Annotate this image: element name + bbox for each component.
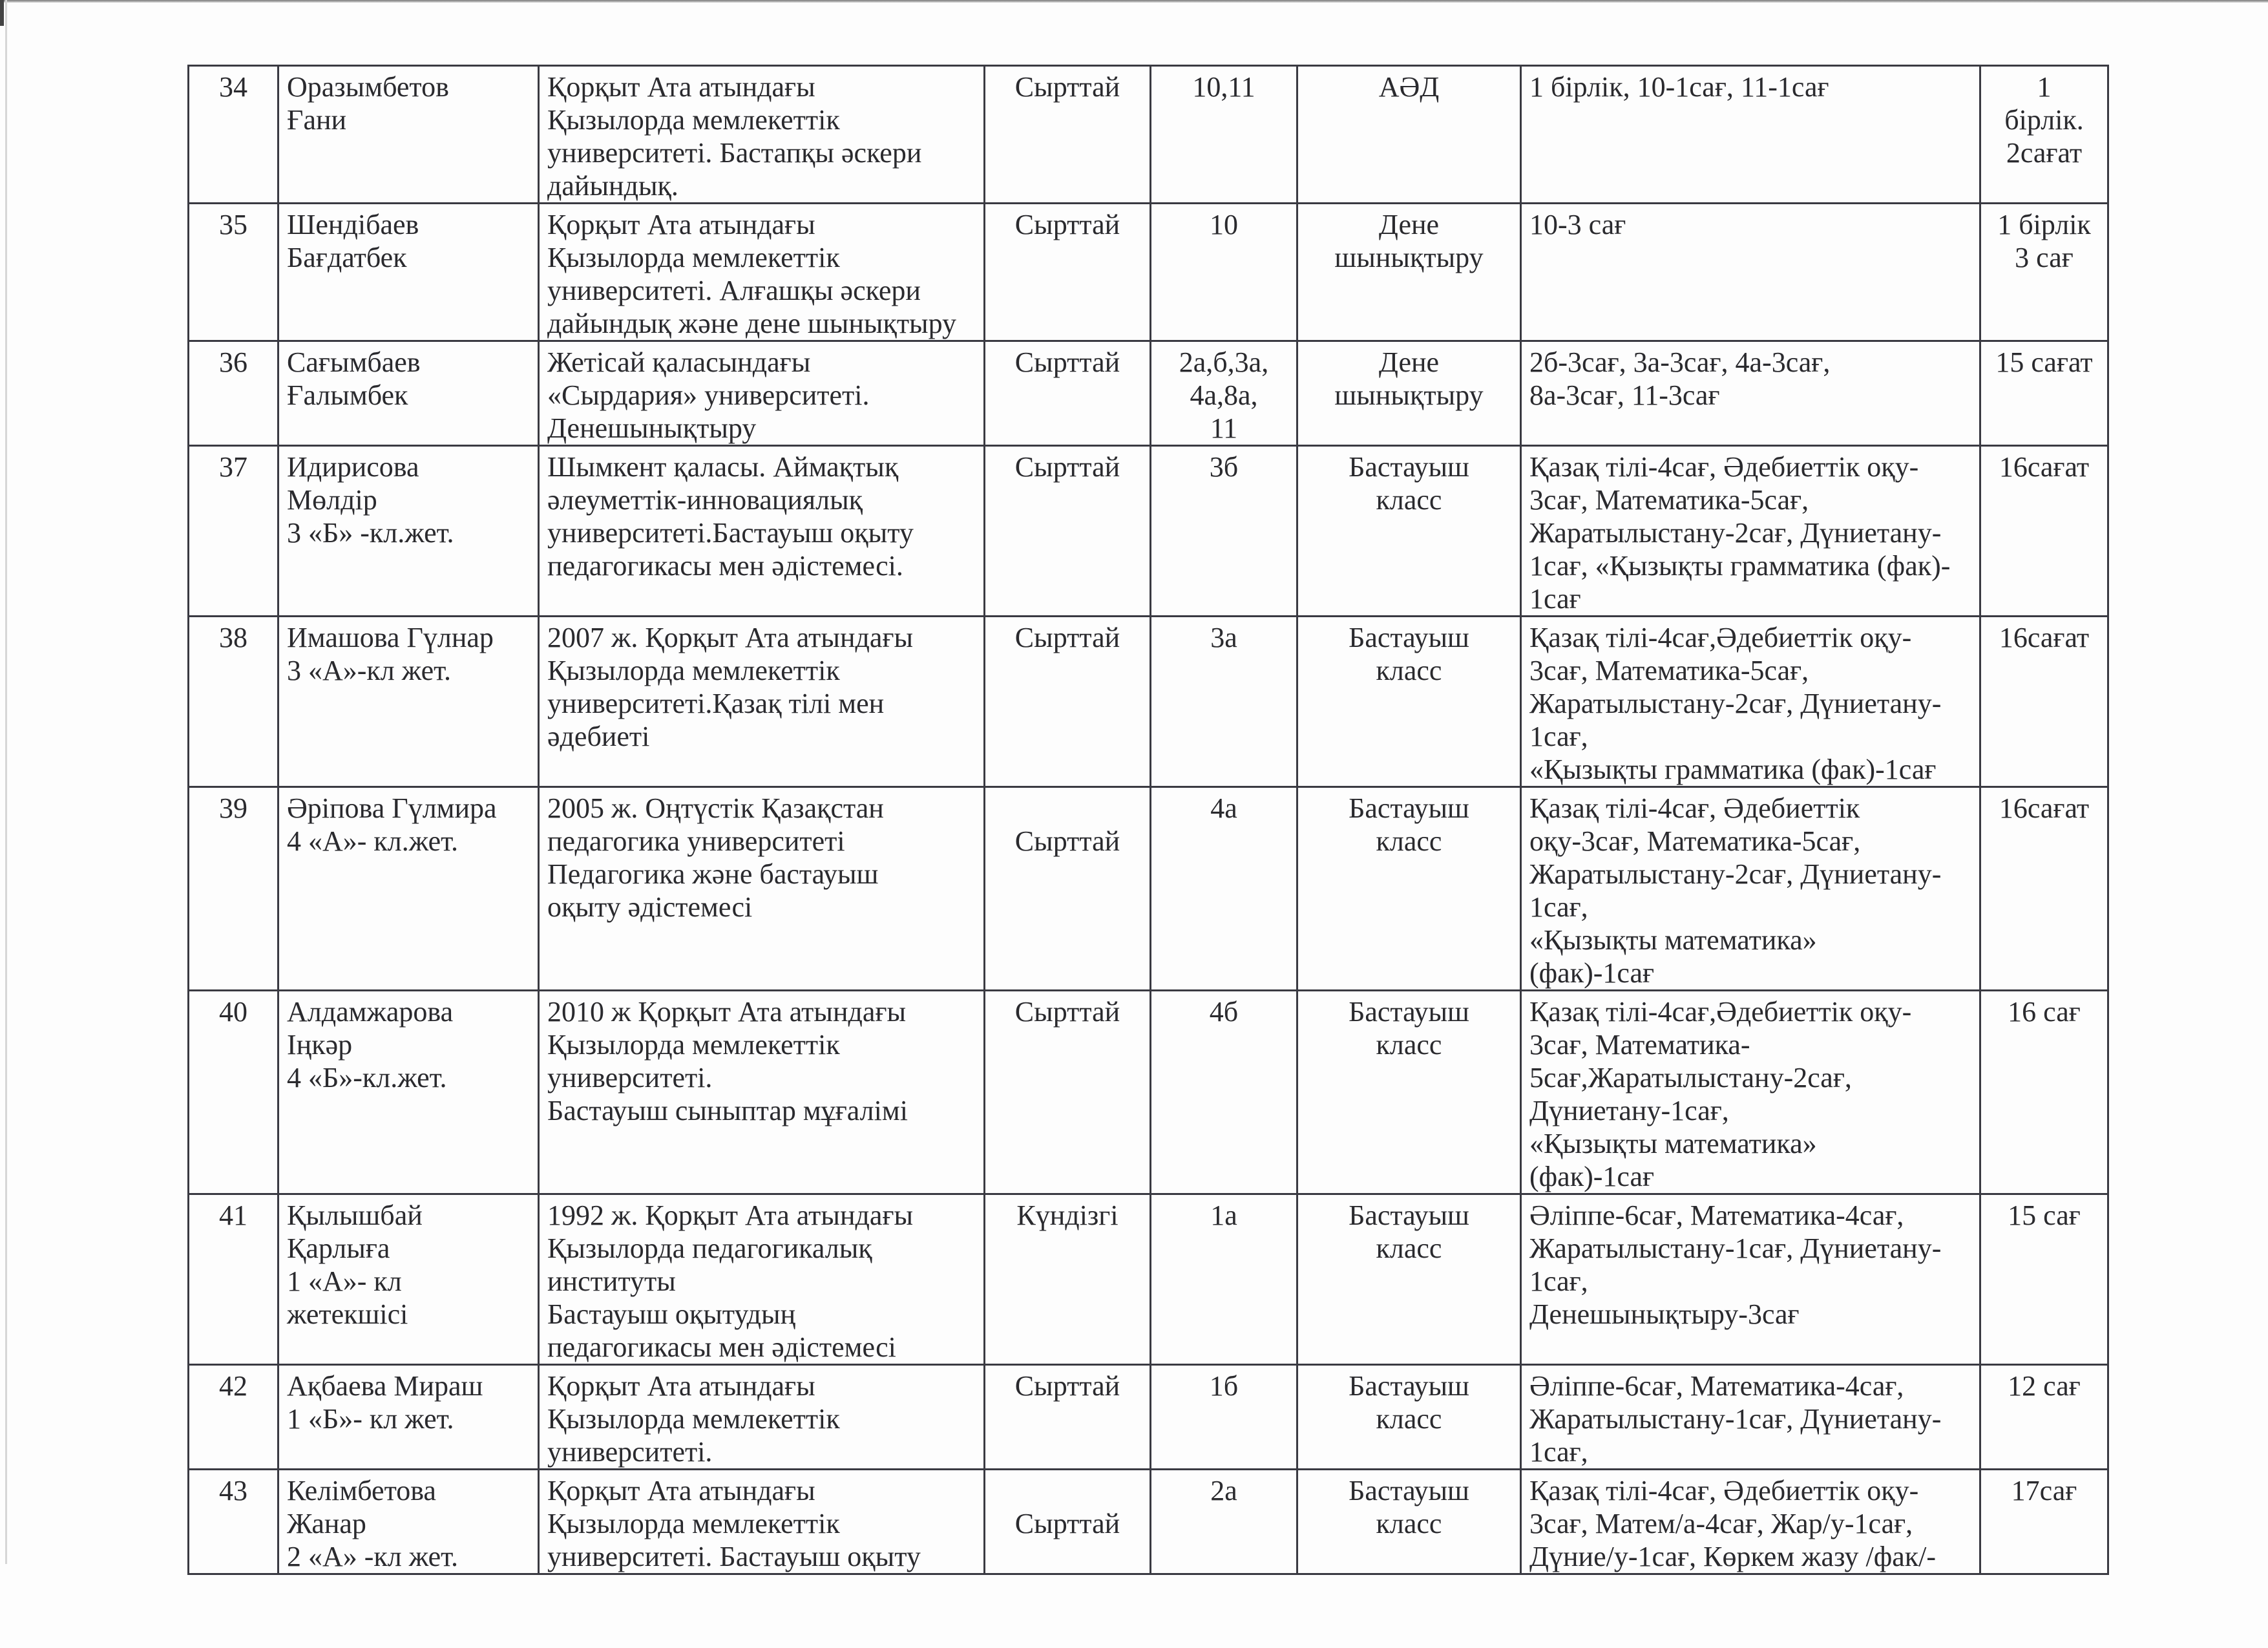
teacher-name-line: 3 «Б» -кл.жет. bbox=[287, 517, 454, 549]
study-form-line: Сырттай bbox=[1014, 209, 1120, 240]
subject-line: Бастауыш bbox=[1349, 622, 1469, 653]
classes-cell bbox=[1151, 1365, 1297, 1470]
teachers-table bbox=[187, 65, 2109, 1575]
teaching-load-line: оқу-3сағ, Математика-5сағ, bbox=[1529, 825, 1861, 857]
classes-cell bbox=[1151, 341, 1297, 446]
education-line: әдебиеті bbox=[547, 721, 650, 752]
teacher-name-cell bbox=[278, 787, 539, 991]
study-form-line: Сырттай bbox=[1014, 996, 1120, 1028]
table-row bbox=[189, 991, 2108, 1194]
classes-cell bbox=[1151, 204, 1297, 341]
teaching-load-line: Әліппе-6сағ, Математика-4сағ, bbox=[1529, 1199, 1904, 1231]
education-line: Қызылорда мемлекеттік bbox=[547, 1029, 840, 1061]
subject-line: класс bbox=[1376, 1029, 1442, 1061]
education-cell bbox=[539, 341, 985, 446]
total-hours-cell bbox=[1980, 617, 2108, 787]
total-hours-cell bbox=[1980, 66, 2108, 204]
subject-cell bbox=[1297, 341, 1521, 446]
teacher-name-cell bbox=[278, 204, 539, 341]
education-cell bbox=[539, 204, 985, 341]
teacher-name-line: Алдамжарова bbox=[287, 996, 454, 1028]
teacher-name-cell bbox=[278, 1470, 539, 1574]
table-row bbox=[189, 1194, 2108, 1365]
total-hours-line: 16сағат bbox=[1999, 792, 2090, 824]
teaching-load-line: Қазақ тілі-4сағ,Әдебиеттік оқу- bbox=[1529, 996, 1912, 1028]
row-number-cell bbox=[189, 204, 278, 341]
classes-cell bbox=[1151, 446, 1297, 617]
education-line: Қызылорда мемлекеттік bbox=[547, 655, 840, 686]
teaching-load-line: 1 бірлік, 10-1сағ, 11-1сағ bbox=[1529, 71, 1829, 103]
teacher-name-line: Сағымбаев bbox=[287, 346, 421, 378]
subject-line: Бастауыш bbox=[1349, 451, 1469, 483]
row-number: 41 bbox=[219, 1199, 247, 1231]
classes-line: 2а,б,3а, bbox=[1179, 346, 1269, 378]
teacher-name-cell bbox=[278, 446, 539, 617]
teaching-load-line: Жаратылыстану-2сағ, Дүниетану- bbox=[1529, 517, 1942, 549]
study-form-line: Сырттай bbox=[1014, 451, 1120, 483]
subject-line: шынықтыру bbox=[1334, 242, 1484, 273]
total-hours-cell bbox=[1980, 204, 2108, 341]
study-form-line: Сырттай bbox=[1014, 1370, 1120, 1402]
total-hours-cell bbox=[1980, 1365, 2108, 1470]
classes-line: 2а bbox=[1210, 1475, 1237, 1506]
teaching-load-line: Дүние/у-1сағ, Көркем жазу /фак/- bbox=[1529, 1541, 1937, 1572]
total-hours-line: 2сағат bbox=[2006, 137, 2083, 169]
subject-line: класс bbox=[1376, 484, 1442, 516]
study-form-cell bbox=[985, 204, 1151, 341]
education-line: Бастауыш оқытудың bbox=[547, 1298, 796, 1330]
education-cell bbox=[539, 1365, 985, 1470]
education-line: 2007 ж. Қорқыт Ата атындағы bbox=[547, 622, 914, 653]
study-form-cell bbox=[985, 787, 1151, 991]
scan-edge-left bbox=[5, 0, 7, 1564]
scan-edge-top bbox=[0, 0, 2268, 3]
education-line: 2010 ж Қорқыт Ата атындағы bbox=[547, 996, 907, 1028]
teaching-load-line: (фак)-1сағ bbox=[1529, 957, 1655, 989]
classes-line: 1б bbox=[1209, 1370, 1239, 1402]
row-number: 38 bbox=[219, 622, 247, 653]
study-form-cell bbox=[985, 991, 1151, 1194]
subject-line: АӘД bbox=[1378, 71, 1440, 103]
row-number: 42 bbox=[219, 1370, 247, 1402]
teaching-load-line: 1сағ, bbox=[1529, 1436, 1588, 1468]
teaching-load-line: Жаратылыстану-1сағ, Дүниетану- bbox=[1529, 1232, 1942, 1264]
classes-line: 10,11 bbox=[1192, 71, 1255, 103]
row-number: 35 bbox=[219, 209, 247, 240]
education-line: 2005 ж. Оңтүстік Қазақстан bbox=[547, 792, 884, 824]
row-number-cell bbox=[189, 1194, 278, 1365]
classes-line: 3а bbox=[1210, 622, 1237, 653]
education-cell bbox=[539, 66, 985, 204]
total-hours-line: 16сағат bbox=[1999, 451, 2090, 483]
teacher-name-line: Жанар bbox=[287, 1508, 366, 1539]
study-form-cell bbox=[985, 341, 1151, 446]
classes-line: 11 bbox=[1210, 412, 1238, 444]
education-line: Қорқыт Ата атындағы bbox=[547, 71, 815, 103]
row-number-cell bbox=[189, 617, 278, 787]
study-form-line: Күндізгі bbox=[1016, 1199, 1118, 1231]
total-hours-line: 16сағат bbox=[1999, 622, 2090, 653]
teacher-name-line: Әріпова Гүлмира bbox=[287, 792, 497, 824]
subject-cell bbox=[1297, 66, 1521, 204]
classes-cell bbox=[1151, 1470, 1297, 1574]
row-number: 36 bbox=[219, 346, 247, 378]
education-line: Жетісай қаласындағы bbox=[547, 346, 811, 378]
teacher-name-line: 1 «Б»- кл жет. bbox=[287, 1403, 454, 1435]
education-line: университеті.Қазақ тілі мен bbox=[547, 688, 885, 719]
teacher-name-line: Қарлыға bbox=[287, 1232, 390, 1264]
education-line: университеті. bbox=[547, 1062, 713, 1093]
classes-cell bbox=[1151, 1194, 1297, 1365]
total-hours-line: 1 bbox=[2037, 71, 2052, 103]
teaching-load-line: 1сағ, bbox=[1529, 891, 1588, 923]
table-row bbox=[189, 204, 2108, 341]
subject-line: класс bbox=[1376, 1403, 1442, 1435]
subject-line: Дене bbox=[1378, 346, 1440, 378]
teacher-name-line: 2 «А» -кл жет. bbox=[287, 1541, 459, 1572]
teaching-load-line: (фак)-1сағ bbox=[1529, 1161, 1655, 1192]
total-hours-line: 17сағ bbox=[2011, 1475, 2077, 1506]
education-line: дайындық. bbox=[547, 170, 678, 202]
education-line: институты bbox=[547, 1265, 676, 1297]
subject-cell bbox=[1297, 1365, 1521, 1470]
teaching-load-line: 10-3 сағ bbox=[1529, 209, 1626, 240]
teacher-name-cell bbox=[278, 991, 539, 1194]
teaching-load-line: Денешынықтыру-3сағ bbox=[1529, 1298, 1800, 1330]
classes-cell bbox=[1151, 991, 1297, 1194]
teacher-name-line: Ақбаева Мираш bbox=[287, 1370, 483, 1402]
teaching-load-line: Қазақ тілі-4сағ, Әдебиеттік bbox=[1529, 792, 1860, 824]
teacher-name-cell bbox=[278, 66, 539, 204]
subject-line: Бастауыш bbox=[1349, 1199, 1469, 1231]
row-number-cell bbox=[189, 1365, 278, 1470]
total-hours-cell bbox=[1980, 1470, 2108, 1574]
education-line: университеті. Алғашқы әскери bbox=[547, 275, 921, 306]
teaching-load-line: Жаратылыстану-1сағ, Дүниетану- bbox=[1529, 1403, 1942, 1435]
row-number-cell bbox=[189, 341, 278, 446]
teacher-name-line: Имашова Гүлнар bbox=[287, 622, 494, 653]
classes-line: 3б bbox=[1209, 451, 1239, 483]
education-line: дайындық және дене шынықтыру bbox=[547, 308, 957, 339]
teacher-name-line: Мөлдір bbox=[287, 484, 377, 516]
education-line: Қызылорда мемлекеттік bbox=[547, 242, 840, 273]
table-row bbox=[189, 446, 2108, 617]
row-number-cell bbox=[189, 787, 278, 991]
teacher-name-cell bbox=[278, 1194, 539, 1365]
teaching-load-line: 3сағ, Математика-5сағ, bbox=[1529, 655, 1809, 686]
teaching-load-line: 1сағ, bbox=[1529, 1265, 1588, 1297]
teacher-name-line: 1 «А»- кл bbox=[287, 1265, 402, 1297]
row-number: 39 bbox=[219, 792, 247, 824]
teacher-name-line: Ғани bbox=[287, 104, 347, 136]
subject-cell bbox=[1297, 204, 1521, 341]
classes-line: 4б bbox=[1209, 996, 1239, 1028]
education-line: оқыту әдістемесі bbox=[547, 891, 753, 923]
teacher-name-line: Ғалымбек bbox=[287, 379, 408, 411]
study-form-cell bbox=[985, 1194, 1151, 1365]
table-row bbox=[189, 341, 2108, 446]
subject-cell bbox=[1297, 787, 1521, 991]
subject-line: класс bbox=[1376, 825, 1442, 857]
total-hours-line: 16 сағ bbox=[2008, 996, 2081, 1028]
total-hours-line: 15 сағат bbox=[1995, 346, 2093, 378]
teacher-name-cell bbox=[278, 617, 539, 787]
teaching-load-line: 5сағ,Жаратылыстану-2сағ, bbox=[1529, 1062, 1852, 1093]
study-form-line: Сырттай bbox=[1014, 346, 1120, 378]
subject-cell bbox=[1297, 446, 1521, 617]
teaching-load-cell bbox=[1521, 787, 1980, 991]
education-cell bbox=[539, 991, 985, 1194]
teacher-name-line: Қылышбай bbox=[287, 1199, 423, 1231]
classes-cell bbox=[1151, 787, 1297, 991]
total-hours-line: бірлік. bbox=[2004, 104, 2084, 136]
study-form-cell bbox=[985, 617, 1151, 787]
education-cell bbox=[539, 446, 985, 617]
table-row bbox=[189, 1365, 2108, 1470]
total-hours-cell bbox=[1980, 446, 2108, 617]
study-form-line: Сырттай bbox=[1014, 1508, 1120, 1539]
teaching-load-cell bbox=[1521, 1194, 1980, 1365]
teacher-name-line: Оразымбетов bbox=[287, 71, 449, 103]
teaching-load-cell bbox=[1521, 617, 1980, 787]
teaching-load-line: 8а-3сағ, 11-3сағ bbox=[1529, 379, 1720, 411]
education-line: әлеуметтік-инновациялық bbox=[547, 484, 863, 516]
education-line: Педагогика және бастауыш bbox=[547, 858, 879, 890]
education-line: Қорқыт Ата атындағы bbox=[547, 1370, 815, 1402]
teaching-load-cell bbox=[1521, 446, 1980, 617]
teaching-load-line: Қазақ тілі-4сағ,Әдебиеттік оқу- bbox=[1529, 622, 1912, 653]
teaching-load-line: 3сағ, Математика-5сағ, bbox=[1529, 484, 1809, 516]
row-number-cell bbox=[189, 991, 278, 1194]
teaching-load-line: Дүниетану-1сағ, bbox=[1529, 1095, 1729, 1126]
study-form-cell bbox=[985, 446, 1151, 617]
subject-cell bbox=[1297, 1470, 1521, 1574]
education-line: педагогикасы мен әдістемесі bbox=[547, 1331, 896, 1363]
row-number: 40 bbox=[219, 996, 247, 1028]
education-line: Денешынықтыру bbox=[547, 412, 757, 444]
row-number-cell bbox=[189, 66, 278, 204]
total-hours-line: 15 сағ bbox=[2008, 1199, 2081, 1231]
scan-corner-mark bbox=[0, 0, 4, 26]
education-cell bbox=[539, 1470, 985, 1574]
teachers-table-body bbox=[189, 66, 2108, 1574]
teacher-name-line: 4 «Б»-кл.жет. bbox=[287, 1062, 447, 1093]
teaching-load-cell bbox=[1521, 204, 1980, 341]
subject-cell bbox=[1297, 991, 1521, 1194]
teaching-load-line: «Қызықты математика» bbox=[1529, 924, 1817, 956]
teacher-name-cell bbox=[278, 1365, 539, 1470]
teaching-load-line: «Қызықты грамматика (фак)-1сағ bbox=[1529, 754, 1937, 785]
education-line: Қорқыт Ата атындағы bbox=[547, 209, 815, 240]
teacher-name-line: Іңкәр bbox=[287, 1029, 353, 1061]
classes-line: 10 bbox=[1210, 209, 1238, 240]
teacher-name-line: жетекшісі bbox=[287, 1298, 408, 1330]
education-line: университеті. Бастауыш оқыту bbox=[547, 1541, 921, 1572]
education-cell bbox=[539, 617, 985, 787]
education-line: Қорқыт Ата атындағы bbox=[547, 1475, 815, 1506]
row-number: 43 bbox=[219, 1475, 247, 1506]
education-line: университеті. Бастапқы әскери bbox=[547, 137, 922, 169]
classes-line: 4а,8а, bbox=[1190, 379, 1258, 411]
teacher-name-line: Бағдатбек bbox=[287, 242, 407, 273]
study-form-line: Сырттай bbox=[1014, 71, 1120, 103]
teacher-name-cell bbox=[278, 341, 539, 446]
classes-cell bbox=[1151, 66, 1297, 204]
study-form-line: Сырттай bbox=[1014, 622, 1120, 653]
education-line: 1992 ж. Қорқыт Ата атындағы bbox=[547, 1199, 914, 1231]
table-row bbox=[189, 66, 2108, 204]
education-line: Қызылорда мемлекеттік bbox=[547, 1508, 840, 1539]
subject-line: класс bbox=[1376, 1232, 1442, 1264]
teaching-load-line: 3сағ, Матем/а-4сағ, Жар/у-1сағ, bbox=[1529, 1508, 1913, 1539]
education-line: Бастауыш сыныптар мұғалімі bbox=[547, 1095, 908, 1126]
teaching-load-cell bbox=[1521, 66, 1980, 204]
teaching-load-cell bbox=[1521, 1365, 1980, 1470]
education-line: Қызылорда мемлекеттік bbox=[547, 1403, 840, 1435]
teaching-load-line: Жаратылыстану-2сағ, Дүниетану- bbox=[1529, 858, 1942, 890]
teacher-name-line: Келімбетова bbox=[287, 1475, 436, 1506]
total-hours-cell bbox=[1980, 341, 2108, 446]
total-hours-line: 1 бірлік bbox=[1997, 209, 2091, 240]
teaching-load-line: Қазақ тілі-4сағ, Әдебиеттік оқу- bbox=[1529, 451, 1919, 483]
education-line: Қызылорда педагогикалық bbox=[547, 1232, 872, 1264]
teaching-load-line: Жаратылыстану-2сағ, Дүниетану- bbox=[1529, 688, 1942, 719]
classes-cell bbox=[1151, 617, 1297, 787]
study-form-cell bbox=[985, 66, 1151, 204]
study-form-cell bbox=[985, 1365, 1151, 1470]
subject-cell bbox=[1297, 617, 1521, 787]
teacher-name-line: 3 «А»-кл жет. bbox=[287, 655, 452, 686]
education-cell bbox=[539, 787, 985, 991]
education-line: университеті.Бастауыш оқыту bbox=[547, 517, 914, 549]
classes-line: 4а bbox=[1210, 792, 1237, 824]
education-line: университеті. bbox=[547, 1436, 713, 1468]
subject-cell bbox=[1297, 1194, 1521, 1365]
subject-line: Бастауыш bbox=[1349, 1475, 1469, 1506]
row-number: 37 bbox=[219, 451, 247, 483]
subject-line: Дене bbox=[1378, 209, 1440, 240]
teaching-load-line: 1сағ, bbox=[1529, 721, 1588, 752]
teaching-load-line: 1сағ, «Қызықты грамматика (фак)- bbox=[1529, 550, 1951, 582]
study-form-line: Сырттай bbox=[1014, 825, 1120, 857]
subject-line: Бастауыш bbox=[1349, 792, 1469, 824]
study-form-cell bbox=[985, 1470, 1151, 1574]
education-line: «Сырдария» университеті. bbox=[547, 379, 870, 411]
teaching-load-cell bbox=[1521, 991, 1980, 1194]
education-line: Шымкент қаласы. Аймақтық bbox=[547, 451, 899, 483]
teaching-load-line: Әліппе-6сағ, Математика-4сағ, bbox=[1529, 1370, 1904, 1402]
subject-line: Бастауыш bbox=[1349, 1370, 1469, 1402]
subject-line: шынықтыру bbox=[1334, 379, 1484, 411]
total-hours-cell bbox=[1980, 1194, 2108, 1365]
subject-line: класс bbox=[1376, 655, 1442, 686]
total-hours-cell bbox=[1980, 991, 2108, 1194]
total-hours-line: 12 сағ bbox=[2008, 1370, 2081, 1402]
table-row bbox=[189, 617, 2108, 787]
teaching-load-line: 2б-3сағ, 3а-3сағ, 4а-3сағ, bbox=[1529, 346, 1831, 378]
total-hours-cell bbox=[1980, 787, 2108, 991]
teaching-load-line: 1сағ bbox=[1529, 583, 1581, 615]
teaching-load-line: Қазақ тілі-4сағ, Әдебиеттік оқу- bbox=[1529, 1475, 1919, 1506]
education-line: Қызылорда мемлекеттік bbox=[547, 104, 840, 136]
teaching-load-line: 3сағ, Математика- bbox=[1529, 1029, 1750, 1061]
teaching-load-cell bbox=[1521, 341, 1980, 446]
table-row bbox=[189, 787, 2108, 991]
subject-line: класс bbox=[1376, 1508, 1442, 1539]
teaching-load-cell bbox=[1521, 1470, 1980, 1574]
row-number-cell bbox=[189, 1470, 278, 1574]
subject-line: Бастауыш bbox=[1349, 996, 1469, 1028]
education-line: педагогикасы мен әдістемесі. bbox=[547, 550, 903, 582]
teaching-load-line: «Қызықты математика» bbox=[1529, 1128, 1817, 1159]
education-line: педагогика университеті bbox=[547, 825, 845, 857]
teacher-name-line: Шендібаев bbox=[287, 209, 419, 240]
classes-line: 1а bbox=[1210, 1199, 1237, 1231]
teacher-name-line: 4 «А»- кл.жет. bbox=[287, 825, 459, 857]
teacher-name-line: Идирисова bbox=[287, 451, 419, 483]
total-hours-line: 3 сағ bbox=[2015, 242, 2074, 273]
education-cell bbox=[539, 1194, 985, 1365]
row-number: 34 bbox=[219, 71, 247, 103]
table-row bbox=[189, 1470, 2108, 1574]
row-number-cell bbox=[189, 446, 278, 617]
